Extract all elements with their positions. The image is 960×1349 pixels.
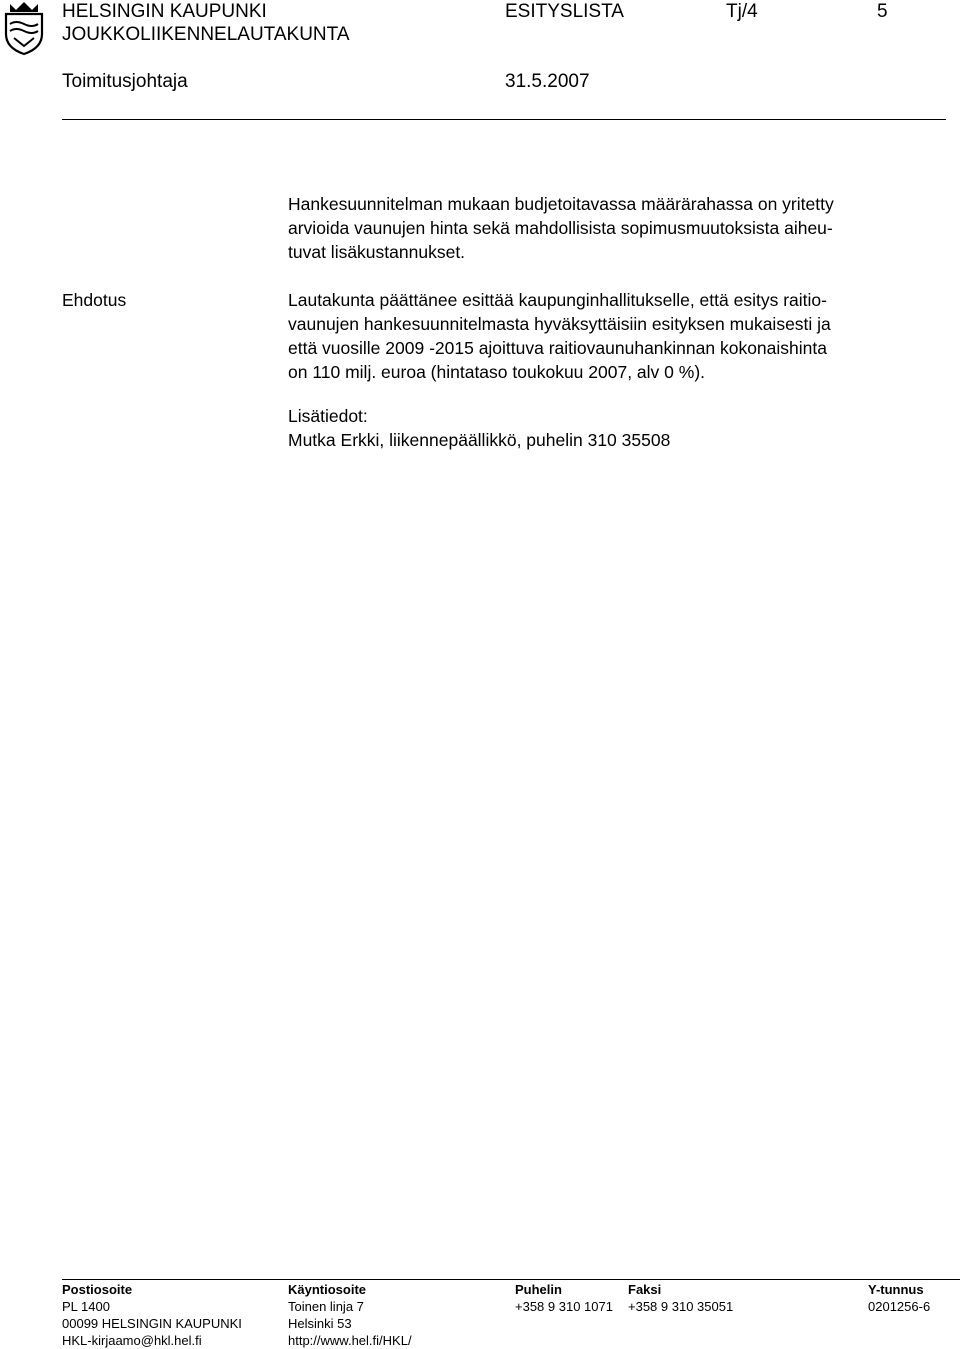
footer-visit-address [288, 1281, 412, 1349]
document-reference: Tj/4 [726, 1, 758, 22]
department-name: JOUKKOLIIKENNELAUTAKUNTA [62, 24, 350, 45]
footer-email[interactable]: HKL-kirjaamo@hkl.hel.fi [62, 1333, 202, 1348]
page-number: 5 [877, 1, 888, 22]
footer-heading: Faksi [628, 1282, 662, 1297]
document-date: 31.5.2007 [505, 71, 590, 92]
footer-phone [515, 1281, 613, 1315]
footer-line: Helsinki 53 [288, 1316, 352, 1331]
footer-business-id [868, 1281, 930, 1315]
text-line: tuvat lisäkustannukset. [288, 242, 466, 262]
footer-heading: Y-tunnus [868, 1282, 924, 1297]
footer-phone-value: +358 9 310 1071 [515, 1299, 613, 1314]
proposal-label: Ehdotus [62, 290, 127, 310]
helsinki-crest-logo [2, 0, 46, 56]
footer-website-link[interactable]: http://www.hel.fi/HKL/ [288, 1333, 412, 1348]
footer-line: 00099 HELSINGIN KAUPUNKI [62, 1316, 242, 1331]
footer-line: PL 1400 [62, 1299, 110, 1314]
info-contact: Mutka Erkki, liikennepäällikkö, puhelin 310 35508 [288, 430, 671, 450]
text-line: on 110 milj. euroa (hintataso toukokuu 2007, alv 0 %). [288, 362, 706, 382]
proposal-paragraph [288, 288, 948, 384]
text-line: Lautakunta päättänee esittää kaupunginhallitukselle, että esitys raitio- [288, 290, 827, 310]
footer-divider [62, 1279, 960, 1280]
footer-business-id-value: 0201256-6 [868, 1299, 931, 1314]
document-type: ESITYSLISTA [505, 1, 624, 22]
text-line: että vuosille 2009 -2015 ajoittuva raitiovaunuhankinnan kokonaishinta [288, 338, 827, 358]
text-line: Hankesuunnitelman mukaan budjetoitavassa määrärahassa on yritetty [288, 194, 834, 214]
footer-line: Toinen linja 7 [288, 1299, 364, 1314]
footer-fax-value: +358 9 310 35051 [628, 1299, 734, 1314]
info-label: Lisätiedot: [288, 406, 368, 426]
footer-postal-address [62, 1281, 242, 1349]
footer-heading: Postiosoite [62, 1282, 133, 1297]
organization-name: HELSINGIN KAUPUNKI [62, 1, 267, 22]
footer-heading: Käyntiosoite [288, 1282, 367, 1297]
additional-info [288, 404, 948, 452]
header-divider [62, 119, 946, 120]
footer-fax [628, 1281, 733, 1315]
author-title: Toimitusjohtaja [62, 71, 188, 92]
footer-heading: Puhelin [515, 1282, 562, 1297]
text-line: arvioida vaunujen hinta sekä mahdollisista sopimusmuutoksista aiheu- [288, 218, 833, 238]
intro-paragraph [288, 192, 948, 264]
text-line: vaunujen hankesuunnitelmasta hyväksyttäisiin esityksen mukaisesti ja [288, 314, 831, 334]
